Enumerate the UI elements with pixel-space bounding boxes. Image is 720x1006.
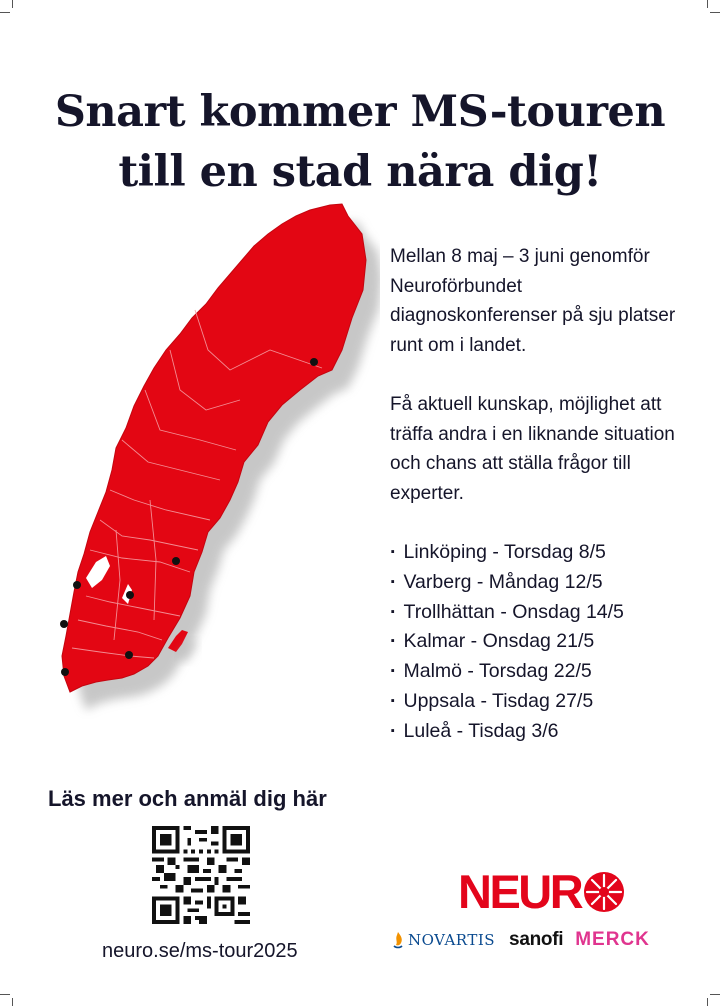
event-item: · Trollhättan - Onsdag 14/5 [390,598,624,628]
crop-mark [12,998,13,1006]
crop-mark [0,994,10,995]
headline-line-1: Snart kommer MS-touren [54,87,666,137]
marker-varberg [60,620,68,628]
event-item: · Varberg - Måndag 12/5 [390,568,624,598]
neuro-logo [458,866,626,918]
qr-code-icon[interactable] [152,826,250,924]
cta-heading: Läs mer och anmäl dig här [48,786,327,811]
event-item: · Uppsala - Tisdag 27/5 [390,687,624,717]
neuro-sunburst-icon [582,870,626,914]
event-item: · Linköping - Torsdag 8/5 [390,538,624,568]
novartis-logo-text: NOVARTIS [408,931,496,949]
merck-logo: MERCK [575,929,650,950]
marker-trollhattan [73,581,81,589]
website-link[interactable]: neuro.se/ms-tour2025 [102,940,298,962]
neuro-logo-text: NEUR [458,865,582,918]
intro-paragraph-2: Få aktuell kunskap, möjlighet att träffa andra i en liknande situation och chans att ställa frågor till experter. [390,394,675,504]
intro-paragraph-1: Mellan 8 maj – 3 juni genomför Neuroförbundet diagnoskonferenser på sju platser runt om i landet. [390,246,676,356]
crop-mark [707,998,708,1006]
sanofi-logo: sanofi [509,929,564,950]
event-item: · Luleå - Tisdag 3/6 [390,717,624,747]
event-item: · Kalmar - Onsdag 21/5 [390,627,624,657]
headline-line-2: till en stad nära dig! [118,147,602,197]
marker-uppsala [172,557,180,565]
marker-lulea [310,358,318,366]
crop-mark [0,12,10,13]
page-title [0,82,720,202]
event-list [390,538,624,747]
crop-mark [710,994,720,995]
marker-kalmar [125,651,133,659]
crop-mark [707,0,708,8]
event-item: · Malmö - Torsdag 22/5 [390,657,624,687]
marker-malmo [61,668,69,676]
crop-mark [12,0,13,8]
novartis-flame-icon [392,931,404,949]
sweden-mainland [62,204,366,692]
crop-mark [710,12,720,13]
partner-logos [392,926,650,954]
sweden-map-icon [30,200,380,730]
marker-linkoping [126,591,134,599]
novartis-logo [392,931,495,949]
